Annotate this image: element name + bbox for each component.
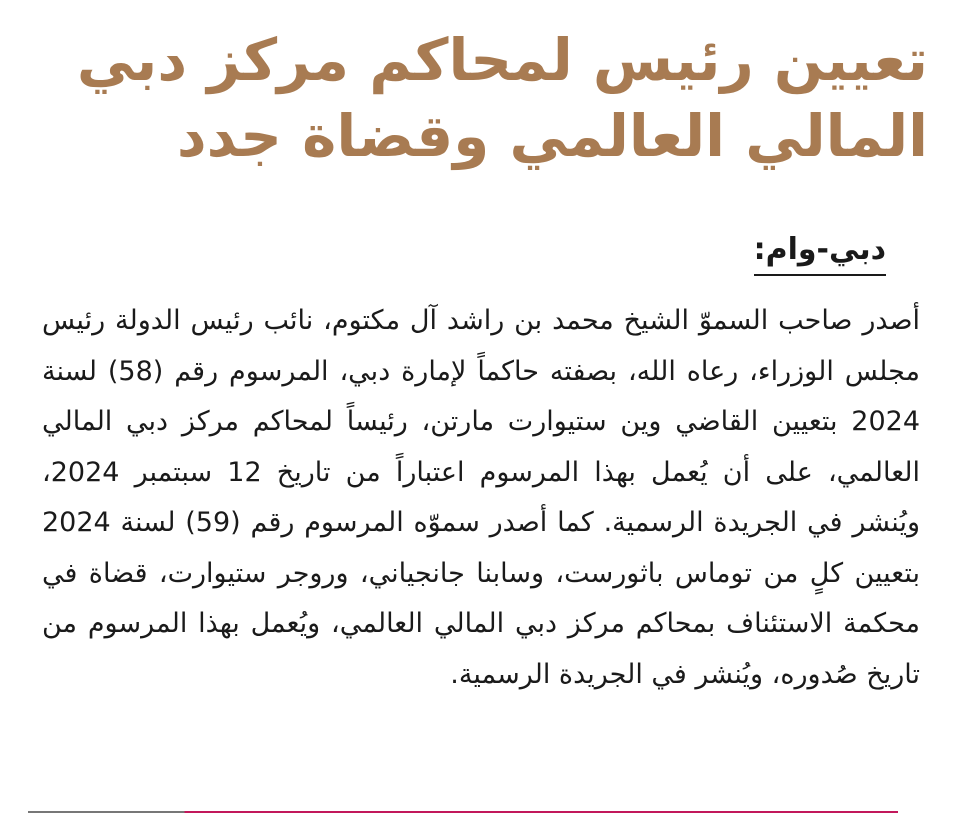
bottom-rule <box>28 811 898 813</box>
article-body: أصدر صاحب السموّ الشيخ محمد بن راشد آل مكتوم، نائب رئيس الدولة رئيس مجلس الوزراء، رعاه الله، بصفته حاكماً لإمارة دبي، المرسوم رقم (58) لسنة 2024 بتعيين القاضي وين ستيوارت مارتن، رئيساً لمحاكم مركز دبي المالي العالمي، على أن يُعمل بهذا المرسوم اعتباراً من تاريخ 12 سبتمبر 2024، ويُنشر في الجريدة الرسمية. كما أصدر سموّه المرسوم رقم (59) لسنة 2024 بتعيين كلٍ من توماس باثورست، وسابنا جانجياني، وروجر ستيوارت، قضاة في محكمة الاستئناف بمحاكم مركز دبي المالي العالمي، ويُعمل بهذا المرسوم من تاريخ صُدوره، ويُنشر في الجريدة الرسمية. <box>42 305 921 690</box>
article-headline: تعيين رئيس لمحاكم مركز دبي المالي العالمي وقضاة جدد <box>76 26 928 170</box>
article-dateline: دبي-وام: <box>754 230 886 276</box>
